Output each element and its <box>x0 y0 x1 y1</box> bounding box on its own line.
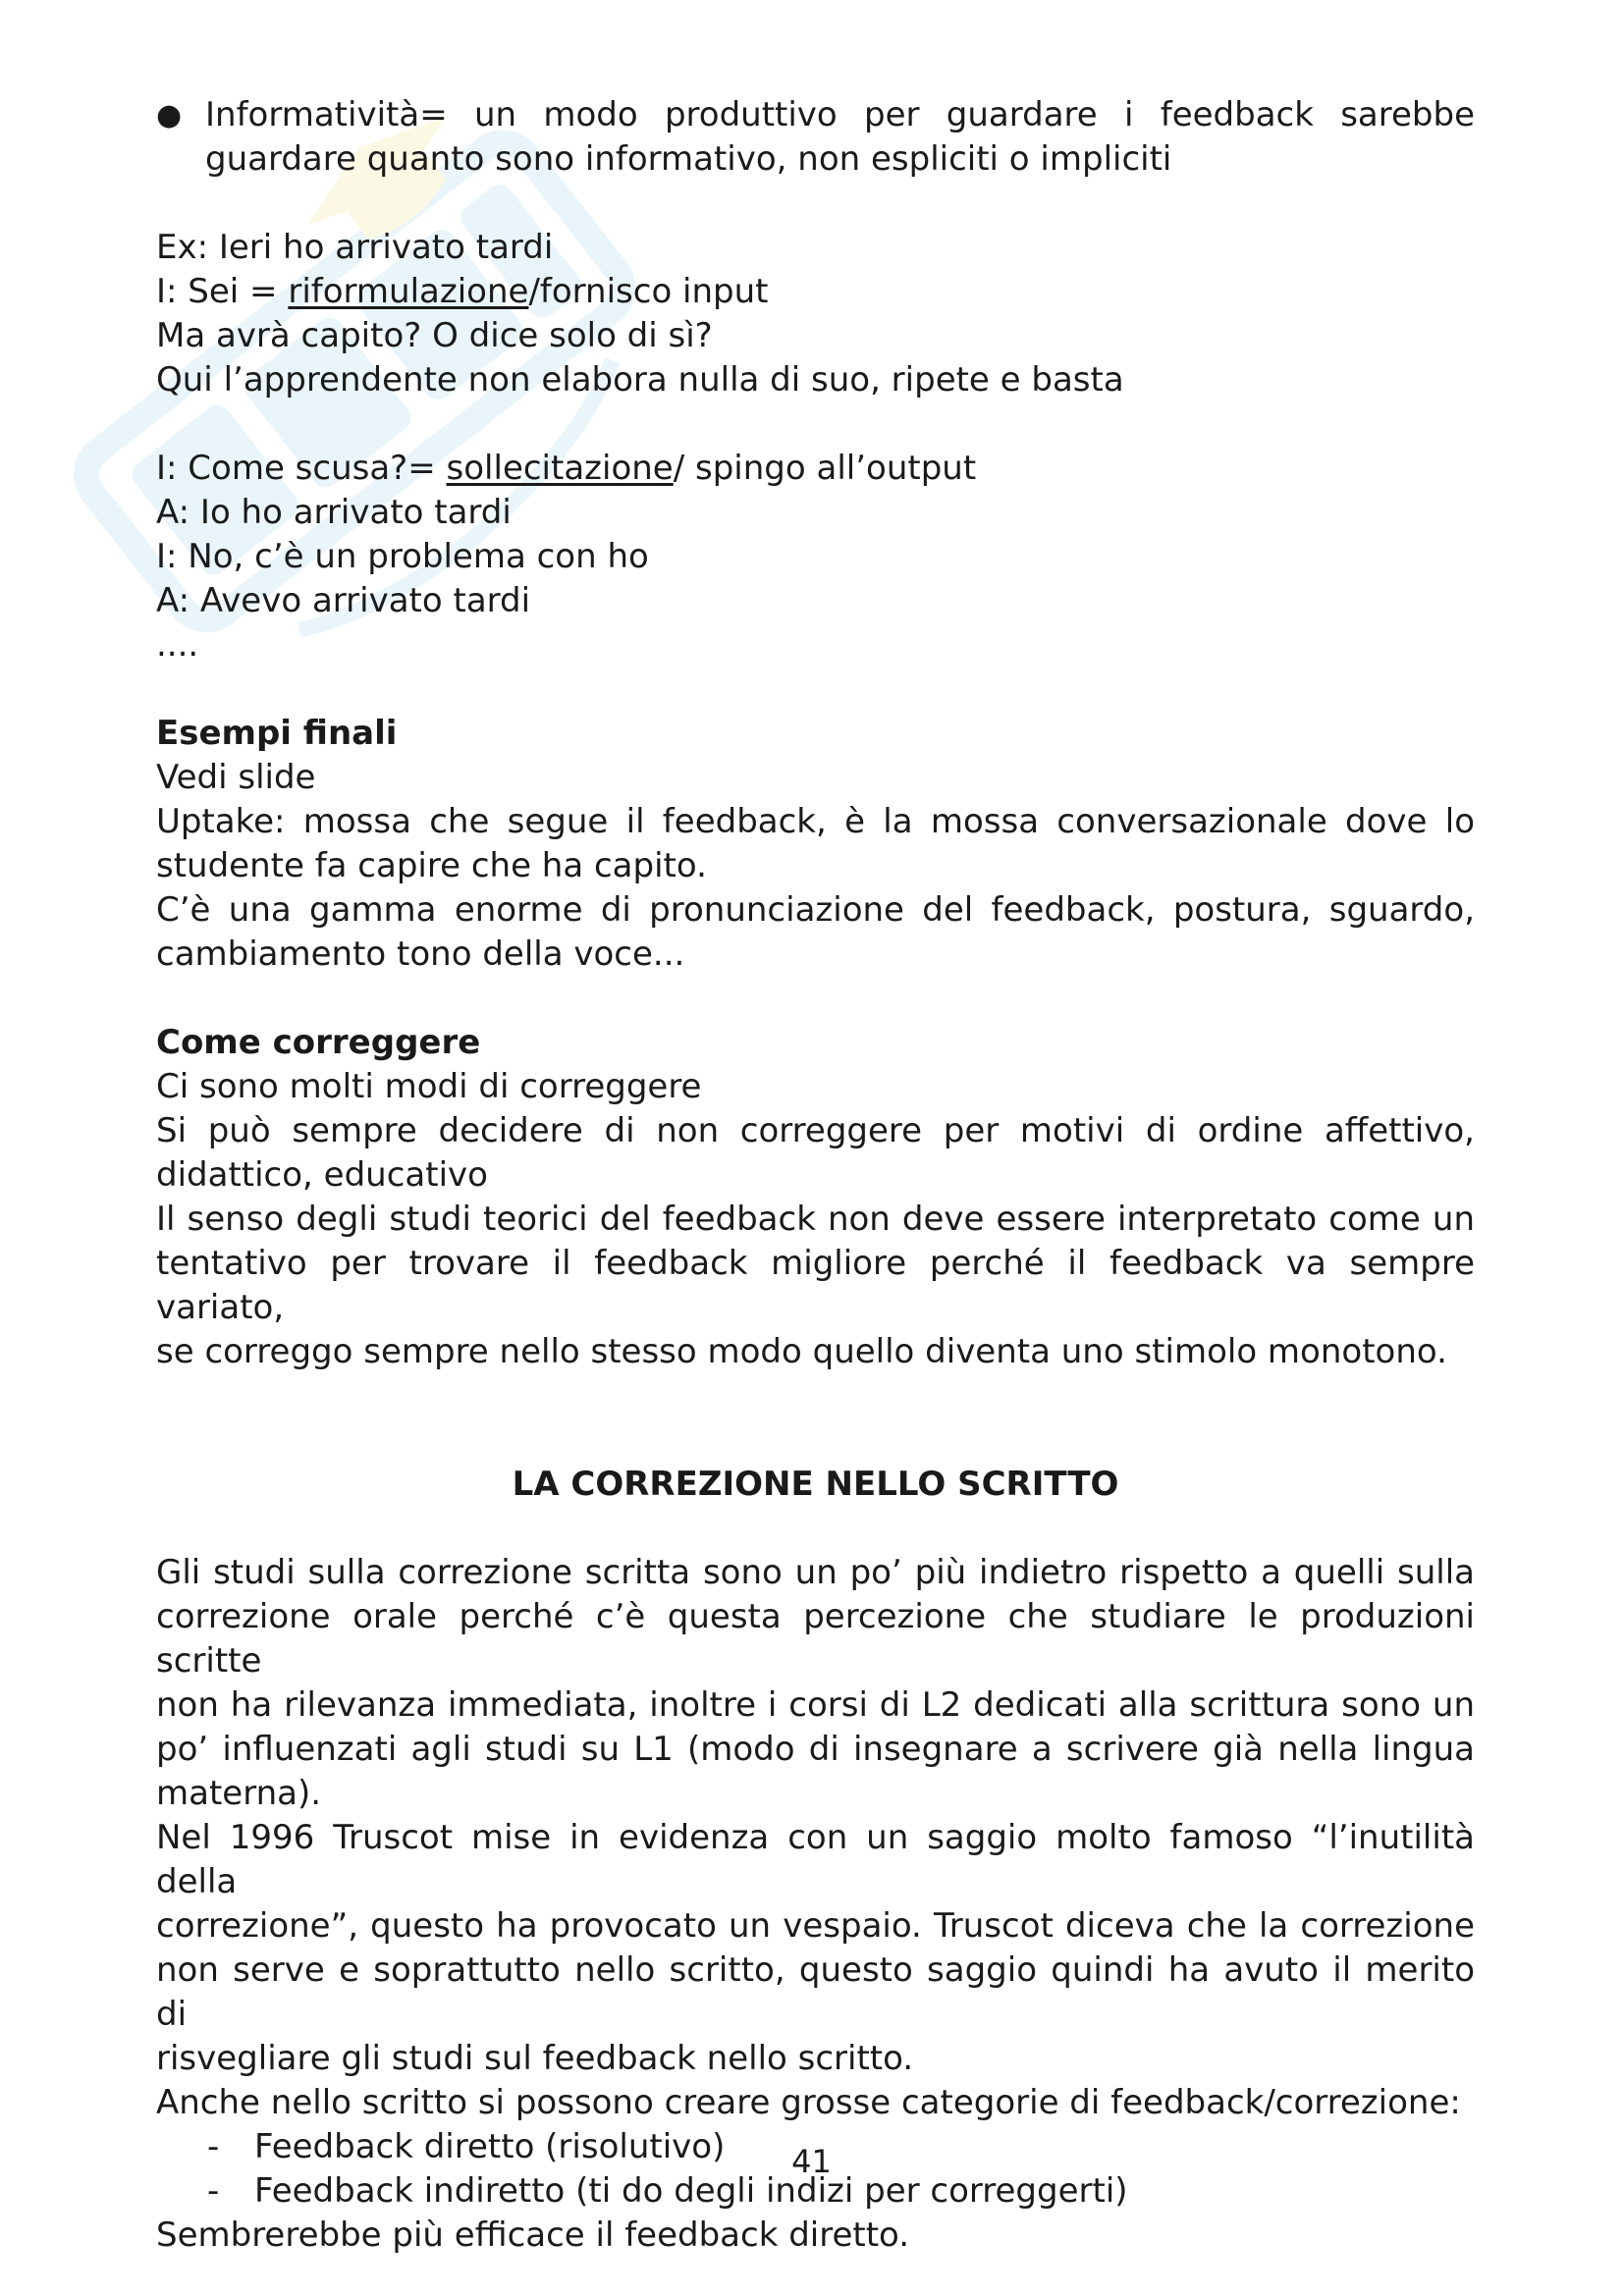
text-line: A: Avevo arrivato tardi <box>156 581 531 620</box>
text-line: correzione orale perché c’è questa percezione che studiare le produzioni scritte <box>156 1597 1475 1681</box>
text-line: tentativo per trovare il feedback migliore perché il feedback va sempre variato, <box>156 1244 1475 1327</box>
text-fragment: I: Sei = <box>156 272 289 311</box>
dash-bullet: - <box>207 2171 220 2211</box>
text-line: studente fa capire che ha capito. <box>156 846 707 885</box>
text-line: A: Io ho arrivato tardi <box>156 493 512 532</box>
document-body <box>156 93 1475 2258</box>
text-line: Il senso degli studi teorici del feedback non deve essere interpretato come un <box>156 1200 1475 1239</box>
text-line: correzione”, questo ha provocato un vespaio. Truscot diceva che la correzione <box>156 1906 1475 1946</box>
section-esempi-finali <box>156 712 1475 977</box>
text-line: Feedback diretto (risolutivo) <box>254 2127 726 2166</box>
section-heading: Come correggere <box>156 1023 481 1062</box>
text-line: didattico, educativo <box>156 1155 488 1195</box>
text-line: Uptake: mossa che segue il feedback, è la mossa conversazionale dove lo <box>156 802 1475 841</box>
text-line: Ex: Ieri ho arrivato tardi <box>156 228 554 267</box>
text-line: po’ influenzati agli studi su L1 (modo di insegnare a scrivere già nella lingua <box>156 1730 1475 1769</box>
text-line: Ma avrà capito? O dice solo di sì? <box>156 316 713 355</box>
text-line: Ci sono molti modi di correggere <box>156 1067 702 1106</box>
text-line: cambiamento tono della voce... <box>156 934 685 974</box>
section-heading: Esempi finali <box>156 714 398 753</box>
text-line: .... <box>156 625 199 665</box>
bullet-informativita <box>156 93 1475 182</box>
text-line: Qui l’apprendente non elabora nulla di suo, ripete e basta <box>156 360 1124 400</box>
page-number: 41 <box>791 2143 832 2180</box>
text-line: Si può sempre decidere di non correggere per motivi di ordine affettivo, <box>156 1111 1475 1150</box>
text-line <box>156 270 1475 314</box>
text-line: C’è una gamma enorme di pronunciazione del feedback, postura, sguardo, <box>156 890 1475 930</box>
underlined-term: riformulazione <box>288 272 529 311</box>
underlined-term: sollecitazione <box>446 449 674 488</box>
dash-bullet: - <box>207 2127 220 2166</box>
text-line: non ha rilevanza immediata, inoltre i corsi di L2 dedicati alla scrittura sono un <box>156 1685 1475 1725</box>
text-line: materna). <box>156 1774 322 1813</box>
text-fragment: I: Come scusa?= <box>156 449 447 488</box>
example-riformulazione <box>156 226 1475 402</box>
text-line: Gli studi sulla correzione scritta sono un po’ più indietro rispetto a quelli sulla <box>156 1553 1475 1592</box>
chapter-title: LA CORREZIONE NELLO SCRITTO <box>512 1465 1119 1504</box>
text-line <box>156 447 1475 491</box>
text-line: se correggo sempre nello stesso modo quello diventa uno stimolo monotono. <box>156 1332 1447 1371</box>
section-come-correggere <box>156 1021 1475 1374</box>
example-sollecitazione <box>156 447 1475 667</box>
text-line: Vedi slide <box>156 758 316 797</box>
text-line: Nel 1996 Truscot mise in evidenza con un saggio molto famoso “l’inutilità della <box>156 1818 1475 1901</box>
text-fragment: / spingo all’output <box>673 449 977 488</box>
text-line: risvegliare gli studi sul feedback nello scritto. <box>156 2039 914 2078</box>
text-line: Sembrerebbe più efficace il feedback diretto. <box>156 2216 910 2255</box>
text-line: non serve e soprattutto nello scritto, questo saggio quindi ha avuto il merito di <box>156 1950 1475 2034</box>
bullet-icon: ● <box>156 98 183 133</box>
text-line: Informatività= un modo produttivo per guardare i feedback sarebbe <box>205 95 1475 134</box>
text-line: Feedback indiretto (ti do degli indizi per correggerti) <box>254 2171 1128 2211</box>
text-line: Anche nello scritto si possono creare grosse categorie di feedback/correzione: <box>156 2083 1461 2122</box>
text-fragment: /fornisco input <box>528 272 769 311</box>
text-line: I: No, c’è un problema con ho <box>156 537 649 576</box>
text-line: guardare quanto sono informativo, non espliciti o impliciti <box>205 139 1172 179</box>
